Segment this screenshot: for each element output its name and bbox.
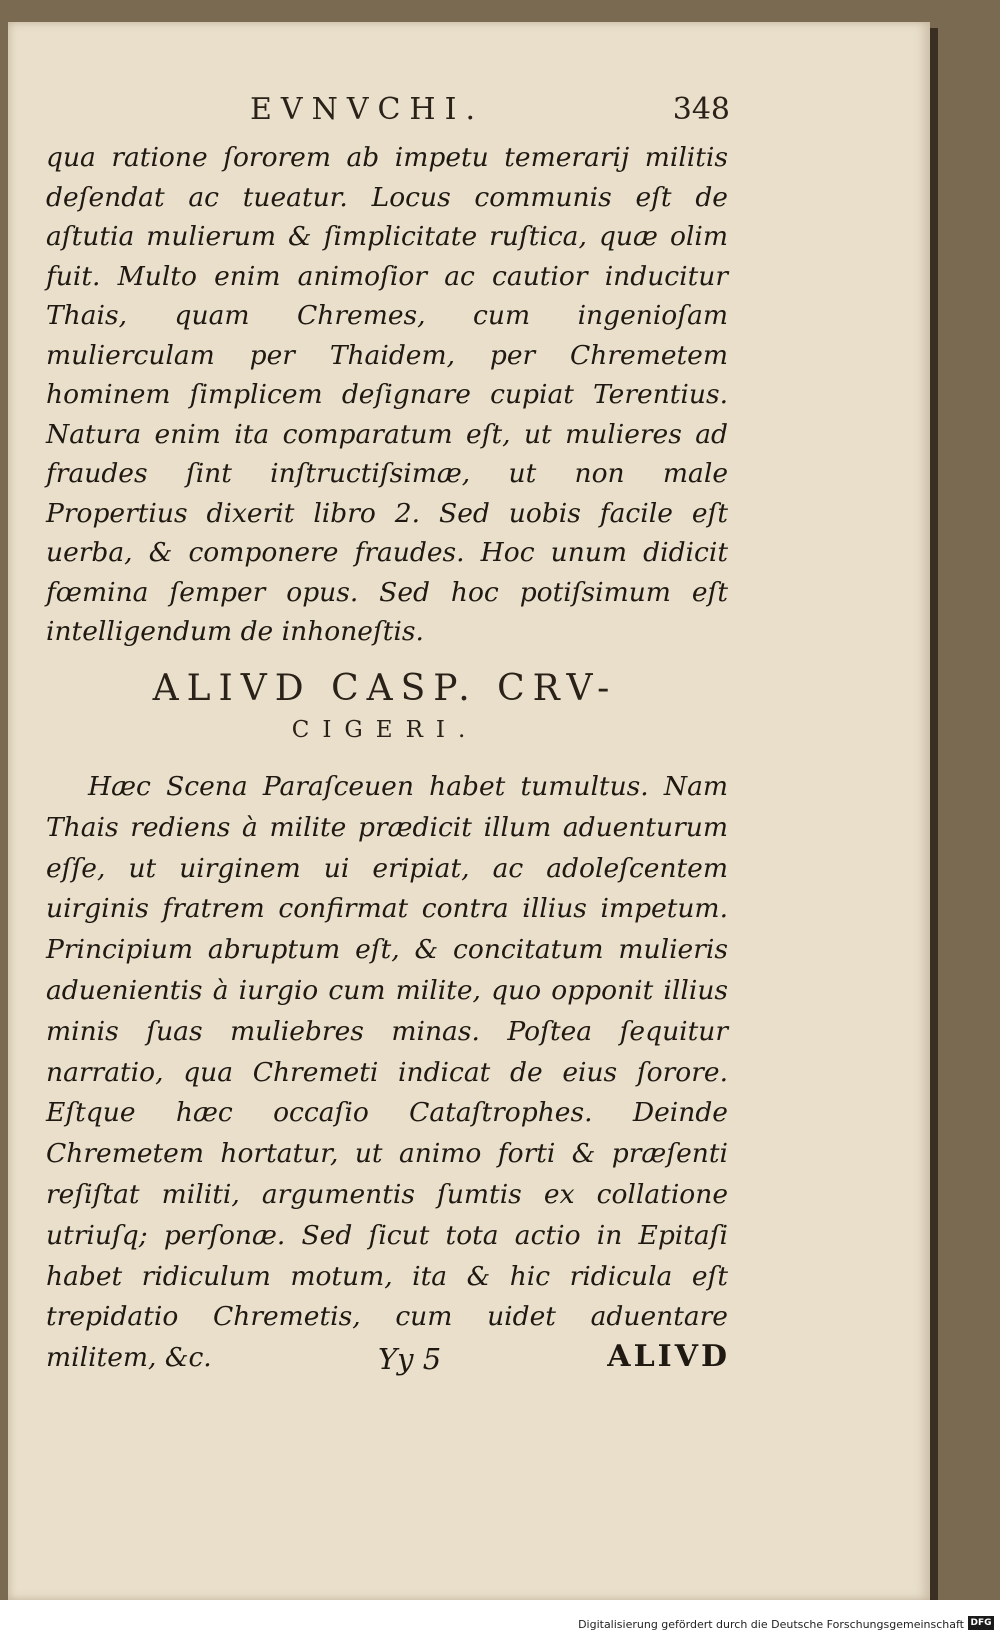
- page-edge: [930, 28, 938, 1600]
- page-number: 348: [672, 92, 730, 127]
- commentary-paragraph-1: qua ratione ſororem ab impetu temerarij militis deſendat ac tueatur. Locus communis eſt de aſtutia mulierum & ſimplicitate ruſtica, quæ olim fuit. Multo enim animoſior ac cautior inducitur Thais, quam Chremes, cum ingenioſam mulierculam per Thaidem, per Chremetem hominem ſimplicem deſignare cupiat Terentius. Natura enim ita comparatum eſt, ut mulieres ad fraudes ſint inſtructiſsimæ, ut non male Propertius dixerit libro 2. Sed uobis facile eſt uerba, & componere fraudes. Hoc unum didicit fœmina ſemper opus. Sed hoc potiſsimum eſt intelligendum de inhoneſtis.: [46, 142, 728, 647]
- signature-mark: Yy 5: [378, 1342, 442, 1376]
- running-title: EVNVCHI.: [250, 92, 484, 127]
- digitization-credit: Digitalisierung gefördert durch die Deutsche Forschungsgemeinschaft: [578, 1618, 964, 1631]
- running-head: [40, 92, 730, 132]
- commentary-paragraph-2: Hæc Scena Paraſceuen habet tumultus. Nam Thais rediens à milite prædicit illum aduenturum eſſe, ut uirginem ui eripiat, ac adoleſcentem uirginis fratrem confirmat contra illius impetum. Principium abruptum eſt, & concitatum mulieris aduenientis à iurgio cum milite, quo opponit illius minis ſuas muliebres minas. Poſtea ſequitur narratio, qua Chremeti indicat de eius ſorore. Eſtque hæc occaſio Cataſtrophes. Deinde Chremetem hortatur, ut animo forti & præſenti reſiſtat militi, argumentis ſumtis ex collatione utriuſq; perſonæ. Sed ſicut tota actio in Epitaſi habet ridiculum motum, ita & hic ridicula eſt trepidatio Chremetis, cum uidet aduentare militem, &c.: [46, 771, 728, 1374]
- dfg-logo: DFG: [968, 1616, 994, 1630]
- catchword: ALIVD: [607, 1339, 730, 1374]
- section-heading-line-2: CIGERI.: [291, 717, 479, 743]
- section-heading-line-1: ALIVD CASP. CRV-: [152, 668, 618, 709]
